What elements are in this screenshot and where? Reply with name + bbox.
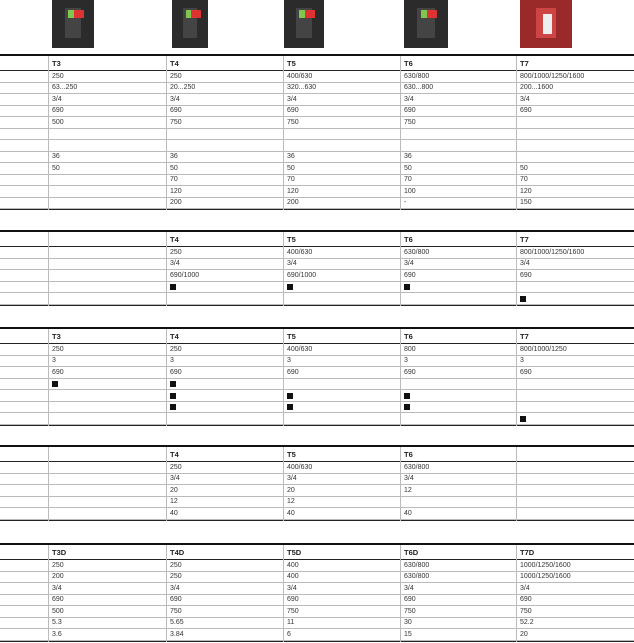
table-cell: 3/4 (287, 584, 297, 592)
table-header-row (0, 232, 634, 247)
table-cell: 750 (520, 607, 532, 615)
filled-square-marker (287, 392, 293, 401)
table-row (0, 606, 634, 618)
table-cell: 3 (287, 357, 291, 364)
table-row (0, 247, 634, 259)
filled-square-marker (52, 380, 58, 389)
filled-square-marker (287, 403, 293, 412)
table-cell: 200 (52, 573, 64, 580)
column-divider (166, 232, 167, 306)
breaker-image-t5 (284, 0, 324, 48)
table-cell: 690 (520, 596, 532, 603)
table-cell: 120 (520, 187, 532, 195)
table-row (0, 413, 634, 425)
table-cell: 250 (170, 72, 182, 80)
table-cell: 690/1000 (287, 271, 317, 279)
table-cell: 630/800 (404, 72, 430, 80)
table-cell: 3/4 (170, 584, 180, 592)
table-cell: 3.84 (170, 630, 184, 638)
filled-square-marker (404, 392, 410, 401)
table-cell: 36 (52, 153, 60, 160)
table-cell: 400/630 (287, 463, 313, 471)
table-cell: 630/800 (404, 248, 430, 256)
breaker-image-t3 (52, 0, 94, 48)
table-row (0, 83, 634, 95)
column-header: T6 (404, 235, 413, 244)
table-row (0, 259, 634, 271)
table-cell: 5.65 (170, 619, 184, 626)
column-header: T4 (170, 332, 179, 341)
table-cell: 3/4 (404, 475, 414, 482)
column-header: T7 (520, 235, 529, 244)
table-row (0, 117, 634, 129)
breaker-image-t7 (520, 0, 572, 48)
filled-square-marker (404, 283, 410, 292)
table-cell: 750 (287, 118, 299, 126)
column-header: T5 (287, 450, 296, 459)
table-cell: 36 (170, 153, 178, 160)
table-cell: 630...800 (404, 84, 434, 91)
table-cell: 5.3 (52, 619, 62, 626)
table-header-row (0, 329, 634, 344)
table-cell: 750 (287, 607, 299, 615)
table-cell: 12 (170, 498, 178, 505)
column-divider (516, 447, 517, 521)
table-cell: 690 (404, 368, 416, 376)
table-row (0, 94, 634, 106)
table-row (0, 106, 634, 118)
table-cell: 15 (404, 630, 412, 638)
table-cell: 3/4 (520, 95, 530, 103)
table-row (0, 140, 634, 152)
table-row (0, 402, 634, 414)
table-cell: 690 (287, 596, 299, 603)
table-row (0, 344, 634, 356)
table-cell: 800/1000/1250 (520, 345, 567, 353)
table-row (0, 497, 634, 509)
table-row (0, 282, 634, 294)
table-cell: 50 (52, 164, 60, 172)
column-divider (400, 329, 401, 426)
column-header: T6 (404, 332, 413, 341)
table-row (0, 356, 634, 368)
table-row (0, 618, 634, 630)
table-cell: 200 (287, 199, 299, 206)
table-cell: 3 (170, 357, 174, 364)
column-header: T4 (170, 235, 179, 244)
table-cell: 500 (52, 118, 64, 126)
table-cell: 36 (404, 153, 412, 160)
column-divider (283, 329, 284, 426)
table-cell: 200 (170, 199, 182, 206)
table-cell: 3 (52, 357, 56, 364)
column-divider (516, 545, 517, 642)
table-cell: 690 (170, 596, 182, 603)
column-divider (516, 56, 517, 210)
column-divider (48, 545, 49, 642)
column-divider (516, 329, 517, 426)
breaker-image-t4 (172, 0, 208, 48)
spec-table-3 (0, 327, 634, 426)
table-cell: 11 (287, 619, 295, 626)
table-cell: 3.6 (52, 630, 62, 638)
table-cell: 400/630 (287, 72, 313, 80)
column-header: T6 (404, 450, 413, 459)
table-row (0, 560, 634, 572)
table-cell: 1000/1250/1600 (520, 561, 571, 569)
table-cell: 400/630 (287, 248, 313, 256)
column-header: T7 (520, 332, 529, 341)
filled-square-marker (520, 295, 526, 304)
column-divider (166, 56, 167, 210)
table-cell: 70 (287, 176, 295, 183)
table-cell: 690 (287, 368, 299, 376)
table-bottom-rule (0, 209, 634, 210)
table-cell: 3/4 (520, 584, 530, 592)
table-cell: 3/4 (287, 475, 297, 482)
table-cell: 690 (52, 596, 64, 603)
column-header: T5 (287, 235, 296, 244)
table-header-row (0, 545, 634, 560)
column-divider (166, 329, 167, 426)
table-cell: 500 (52, 607, 64, 615)
table-bottom-rule (0, 305, 634, 306)
table-row (0, 163, 634, 175)
table-cell: 20 (170, 486, 178, 494)
table-cell: 120 (170, 187, 182, 195)
table-cell: 690 (52, 107, 64, 114)
table-row (0, 186, 634, 198)
table-cell: 250 (170, 561, 182, 569)
table-header-row (0, 447, 634, 462)
table-cell: 40 (404, 509, 412, 517)
table-row (0, 293, 634, 305)
table-cell: 50 (170, 164, 178, 172)
column-divider (400, 545, 401, 642)
table-row (0, 583, 634, 595)
filled-square-marker (170, 380, 176, 389)
spec-table-4 (0, 445, 634, 521)
table-cell: 690 (404, 107, 416, 114)
table-cell: 3 (404, 357, 408, 364)
table-row (0, 485, 634, 497)
table-cell: 690 (52, 368, 64, 376)
table-cell: 50 (520, 164, 528, 172)
filled-square-marker (520, 415, 526, 424)
table-cell: 63...250 (52, 84, 78, 91)
table-cell: 800/1000/1250/1600 (520, 248, 585, 256)
table-cell: 3/4 (287, 95, 297, 103)
table-cell: 3/4 (52, 95, 62, 103)
table-bottom-rule (0, 425, 634, 426)
filled-square-marker (287, 283, 293, 292)
table-row (0, 595, 634, 607)
column-divider (400, 232, 401, 306)
filled-square-marker (404, 403, 410, 412)
table-row (0, 270, 634, 282)
product-images (0, 0, 634, 52)
table-cell: 3/4 (404, 95, 414, 103)
column-header: T6 (404, 59, 413, 68)
table-row (0, 379, 634, 391)
column-divider (283, 56, 284, 210)
table-cell: 400 (287, 561, 299, 569)
table-cell: 690 (520, 107, 532, 114)
table-cell: 630/800 (404, 573, 430, 580)
table-cell: 800 (404, 345, 416, 353)
table-row (0, 474, 634, 486)
column-divider (166, 447, 167, 521)
column-header: T4 (170, 450, 179, 459)
table-cell: 120 (287, 187, 299, 195)
table-row (0, 462, 634, 474)
column-header: T6D (404, 548, 419, 557)
table-cell: 250 (52, 561, 64, 569)
table-cell: 3 (520, 357, 524, 364)
filled-square-marker (170, 403, 176, 412)
table-cell: 690 (520, 368, 532, 376)
table-cell: 3/4 (170, 475, 180, 482)
table-cell: 690 (287, 107, 299, 114)
table-bottom-rule (0, 520, 634, 521)
table-cell: 20...250 (170, 84, 196, 91)
table-cell: 3/4 (404, 260, 414, 267)
column-divider (166, 545, 167, 642)
column-header: T5 (287, 59, 296, 68)
column-divider (48, 56, 49, 210)
table-cell: 630/800 (404, 463, 430, 471)
spec-table-2 (0, 230, 634, 306)
filled-square-marker (170, 392, 176, 401)
table-cell: 3/4 (170, 95, 180, 103)
table-cell: 3/4 (52, 584, 62, 592)
table-cell: 50 (287, 164, 295, 172)
column-divider (48, 329, 49, 426)
column-divider (48, 447, 49, 521)
column-divider (283, 545, 284, 642)
table-row (0, 572, 634, 584)
table-bottom-rule (0, 641, 634, 642)
column-header: T7 (520, 59, 529, 68)
column-divider (516, 232, 517, 306)
table-cell: 690 (170, 368, 182, 376)
table-cell: 50 (404, 164, 412, 172)
column-header: T5 (287, 332, 296, 341)
table-header-row (0, 56, 634, 71)
table-cell: 70 (520, 176, 528, 183)
spec-table-1 (0, 54, 634, 210)
table-cell: 690 (404, 596, 416, 603)
table-cell: 250 (170, 248, 182, 256)
table-cell: 630/800 (404, 561, 430, 569)
column-header: T4D (170, 548, 185, 557)
column-header: T3 (52, 59, 61, 68)
table-cell: 690/1000 (170, 271, 200, 279)
table-cell: 3/4 (404, 584, 414, 592)
column-header: T4 (170, 59, 179, 68)
table-cell: 3/4 (520, 260, 530, 267)
table-cell: 40 (170, 509, 178, 517)
table-cell: 250 (170, 573, 182, 580)
column-divider (48, 232, 49, 306)
table-cell: 800/1000/1250/1600 (520, 72, 585, 80)
column-divider (283, 447, 284, 521)
table-cell: 36 (287, 153, 295, 160)
table-cell: 6 (287, 630, 291, 638)
table-cell: 100 (404, 187, 416, 195)
table-cell: 320...630 (287, 84, 317, 91)
table-cell: 250 (52, 345, 64, 353)
table-cell: 1000/1250/1600 (520, 573, 571, 580)
filled-square-marker (170, 283, 176, 292)
column-header: T7D (520, 548, 535, 557)
table-cell: 3/4 (170, 260, 180, 267)
table-row (0, 129, 634, 141)
table-cell: 250 (170, 463, 182, 471)
table-cell: 690 (520, 271, 532, 279)
table-row (0, 508, 634, 520)
column-divider (400, 56, 401, 210)
table-cell: 750 (404, 118, 416, 126)
table-row (0, 367, 634, 379)
breaker-image-t6 (404, 0, 448, 48)
table-cell: 750 (404, 607, 416, 615)
table-cell: 200...1600 (520, 84, 554, 91)
table-cell: 30 (404, 619, 412, 626)
table-row (0, 198, 634, 210)
column-header: T3 (52, 332, 61, 341)
column-header: T5D (287, 548, 302, 557)
table-cell: 400 (287, 573, 299, 580)
table-cell: 150 (520, 199, 532, 206)
table-cell: 20 (287, 486, 295, 494)
table-cell: 12 (404, 486, 412, 494)
table-cell: - (404, 199, 407, 206)
table-row (0, 175, 634, 187)
table-cell: 70 (404, 176, 412, 183)
table-cell: 690 (170, 107, 182, 114)
column-header: T3D (52, 548, 67, 557)
table-cell: 52.2 (520, 619, 534, 626)
table-cell: 20 (520, 630, 528, 638)
table-cell: 3/4 (287, 260, 297, 267)
table-cell: 400/630 (287, 345, 313, 353)
table-cell: 750 (170, 607, 182, 615)
table-row (0, 152, 634, 164)
table-row (0, 390, 634, 402)
spec-table-5 (0, 543, 634, 642)
column-divider (283, 232, 284, 306)
table-cell: 750 (170, 118, 182, 126)
table-row (0, 629, 634, 641)
table-cell: 250 (52, 72, 64, 80)
column-divider (400, 447, 401, 521)
table-cell: 40 (287, 509, 295, 517)
table-cell: 250 (170, 345, 182, 353)
table-cell: 70 (170, 176, 178, 183)
table-cell: 690 (404, 271, 416, 279)
table-cell: 12 (287, 498, 295, 505)
table-row (0, 71, 634, 83)
